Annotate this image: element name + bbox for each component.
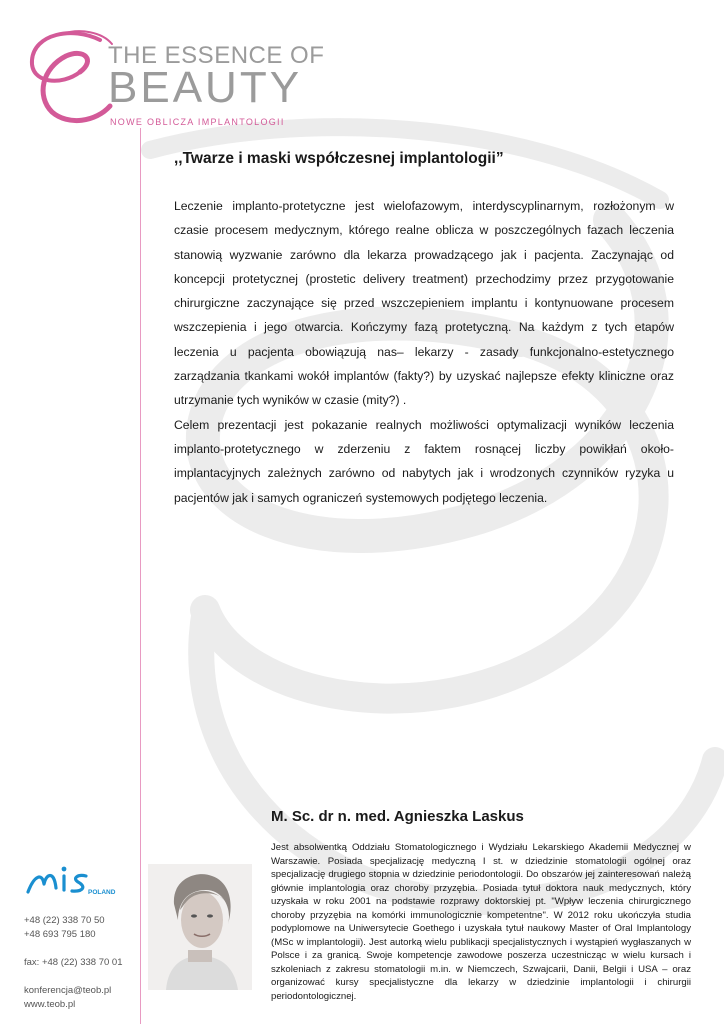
email-link[interactable]: konferencja@teob.pl: [24, 985, 112, 996]
phone-1: +48 (22) 338 70 50: [24, 915, 105, 926]
article: [174, 150, 674, 510]
website-link[interactable]: www.teob.pl: [24, 999, 76, 1010]
logo-title-line1: THE ESSENCE OF: [108, 42, 325, 69]
contact-block: [24, 914, 123, 1012]
fax: fax: +48 (22) 338 70 01: [24, 957, 123, 968]
speaker-photo: [148, 864, 252, 990]
essence-swirl-icon: [22, 26, 118, 130]
logo-title-line2: BEAUTY: [108, 63, 303, 112]
vertical-divider: [140, 128, 141, 1024]
speaker-bio: Jest absolwentką Oddziału Stomatologicznego i Wydziału Lekarskiego Akademii Medycznej w Warszawie. Posiada specjalizację medyczną I st. w dziedzinie stomatologii ogólnej oraz specjalizację drugiego stopnia w dziedzinie periodontologii. Do obszarów jej zainteresowań należą głównie implantologia oraz choroby przyzębia. Posiada tytuł doktora nauk medycznych, który uzyskała w roku 2001 na podstawie rozprawy doktorskiej pt. "Wpływ leczenia chirurgicznego choroby przyzębia na komórki immunologicznie kompetentne". W 2012 roku ukończyła studia podyplomowe na Uniwersytecie Goethego i uzyskała tytuł naukowy Master of Oral Implantology (MSc w implantologii). Jest autorką wielu publikacji specjalistycznych i wystąpień wygłaszanych w Polsce i za granicą. Swoje kompetencje zawodowe poszerza uczestnicząc w wielu kursach i szkoleniach z zakresu stomatologii m.in. w Niemczech, Szwajcarii, Danii, Belgii i USA – oraz organizować kursy specjalistyczne dla lekarzy w dziedzinie implantologii i chirurgii periodontologicznej.: [271, 842, 691, 1003]
portrait-icon: [148, 864, 252, 990]
logo-tagline: NOWE OBLICZA IMPLANTOLOGII: [110, 117, 285, 127]
article-paragraph-2: Celem prezentacji jest pokazanie realnych możliwości optymalizacji wyników leczenia implanto-protetycznego w zderzeniu z faktem rosnącej liczby powikłań około-implantacyjnych zależnych zarówno od nabytych jak i wrodzonych czynników ryzyka u pacjentów jak i samych ograniczeń systemowych podjętego leczenia.: [174, 417, 674, 505]
mis-poland-logo: [24, 862, 128, 898]
speaker-section: [271, 808, 691, 1004]
phone-2: +48 693 795 180: [24, 929, 96, 940]
article-paragraph-1: Leczenie implanto-protetyczne jest wielofazowym, interdyscyplinarnym, rozłożonym w czasie procesem medycznym, którego realne oblicza w poszczególnych fazach leczenia stanowią wyzwanie zarówno dla lekarza prowadzącego jak i pacjenta. Zaczynając od koncepcji protetycznej (prostetic delivery treatment) przechodzimy przez przygotowanie chirurgiczne zaczynające się przed wszczepieniem implantu i kontynuowane procesem wszczepienia i jego otwarcia. Kończymy fazą protetyczną. Na każdym z tych etapów leczenia u pacjenta obowiązują nas– lekarzy - zasady funkcjonalno-estetycznego zarządzania tkankami wokół implantów (fakty?) by uzyskać najlepsze efekty kliniczne oraz utrzymanie tych wyników w czasie (mity?) .: [174, 199, 674, 408]
speaker-name: M. Sc. dr n. med. Agnieszka Laskus: [271, 808, 524, 825]
article-title: ,,Twarze i maski współczesnej implantologii”: [174, 150, 504, 167]
mis-sub-label: POLAND: [88, 889, 116, 896]
